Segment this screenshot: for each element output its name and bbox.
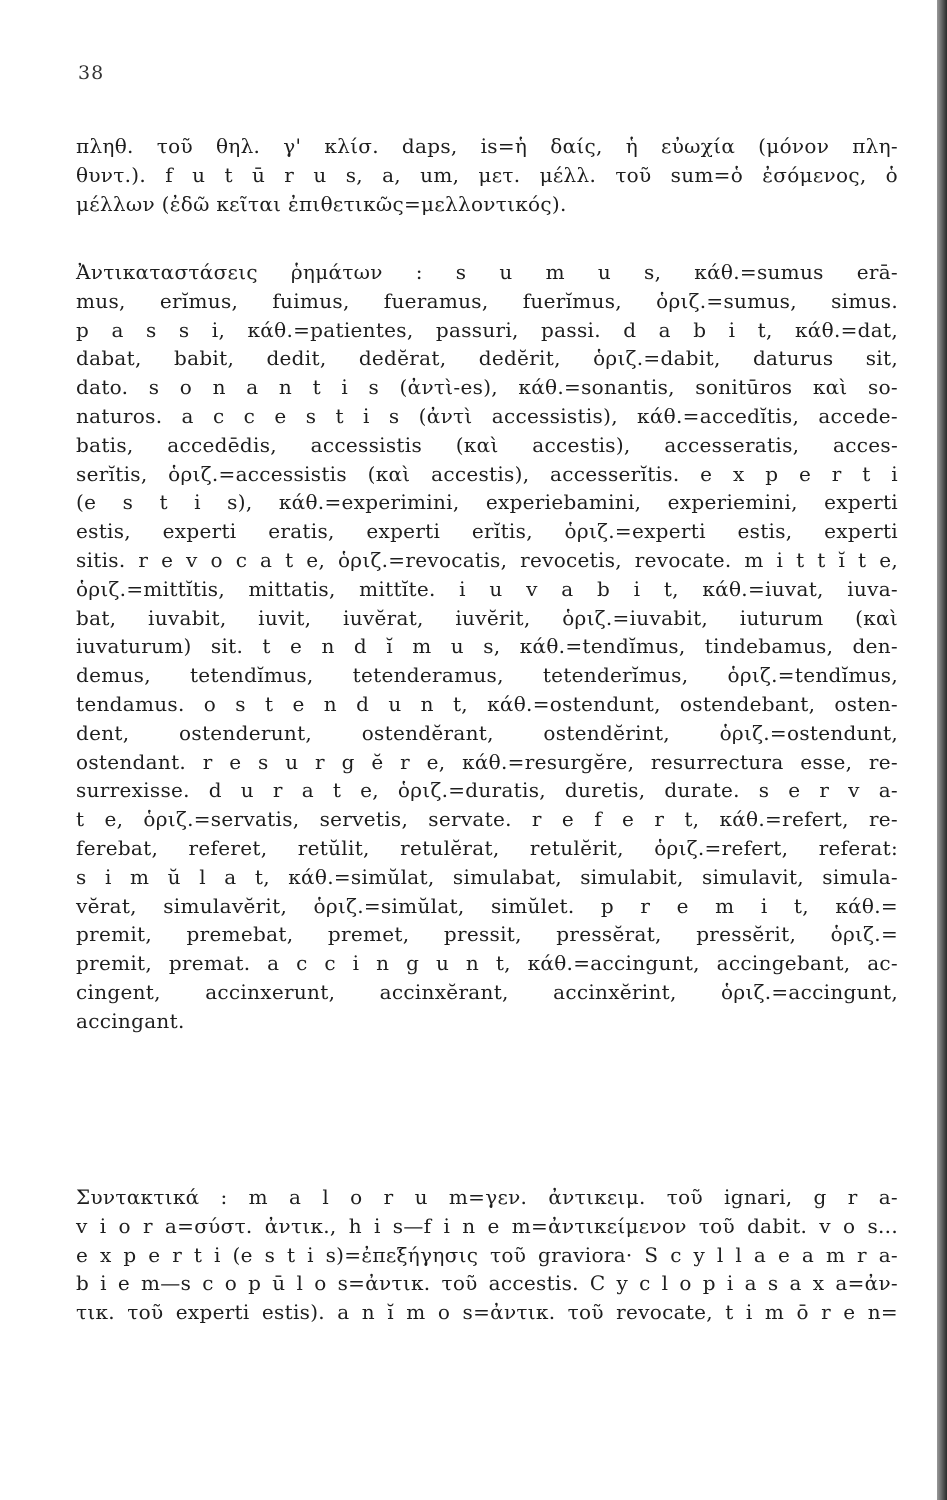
- text-line: πληθ. τοῦ θηλ. γ' κλίσ. daps, is=ἡ δαίς, ἡ εὐωχία (μόνον πλη-: [76, 134, 898, 158]
- text-line: naturos. a c c e s t i s (ἀντὶ accessistis), κάθ.=accedĭtis, accede-: [76, 403, 898, 428]
- text-line: cingent, accinxerunt, accinxĕrant, accinxĕrint, ὁριζ.=accingunt,: [76, 979, 898, 1004]
- text-line: surrexisse. d u r a t e, ὁριζ.=duratis, duretis, durate. s e r v a-: [76, 778, 898, 803]
- text-line: b i e m—s c o p ū l o s=ἀντικ. τοῦ accestis. C y c l o p i a s a x a=ἀν-: [76, 1271, 898, 1296]
- text-line: sitis. r e v o c a t e, ὁριζ.=revocatis, revocetis, revocate. m i t t ĭ t e,: [76, 547, 898, 572]
- text-line: θυντ.). f u t ū r u s, a, um, μετ. μέλλ. τοῦ sum=ὁ ἐσόμενος, ὁ: [76, 162, 898, 187]
- verb-substitutions-paragraph: [76, 258, 898, 1036]
- text-line: estis, experti eratis, experti erĭtis, ὁριζ.=experti estis, experti: [76, 519, 898, 544]
- text-line: (e s t i s), κάθ.=experimini, experiebamini, experiemini, experti: [76, 490, 898, 515]
- page-number: 38: [78, 62, 105, 84]
- text-line: t e, ὁριζ.=servatis, servetis, servate. r e f e r t, κάθ.=refert, re-: [76, 807, 898, 832]
- text-line: ostendant. r e s u r g ĕ r e, κάθ.=resurgĕre, resurrectura esse, re-: [76, 749, 898, 774]
- text-line: v i o r a=σύστ. ἀντικ., h i s—f i n e m=ἀντικείμενον τοῦ dabit. v o s...: [76, 1213, 898, 1238]
- text-line: p a s s i, κάθ.=patientes, passuri, passi. d a b i t, κάθ.=dat,: [76, 317, 898, 342]
- text-line: batis, accedēdis, accessistis (καὶ accestis), accesseratis, acces-: [76, 432, 898, 457]
- text-line: Ἀντικαταστάσεις ῥημάτων : s u m u s, κάθ.=sumus erā-: [76, 260, 898, 284]
- text-line: τικ. τοῦ experti estis). a n ĭ m o s=ἀντικ. τοῦ revocate, t i m ō r e n=: [76, 1300, 898, 1325]
- text-line: accingant.: [76, 1008, 185, 1033]
- text-line: Συντακτικά : m a l o r u m=γεν. ἀντικειμ. τοῦ ignari, g r a-: [76, 1185, 898, 1209]
- text-line: demus, tetendĭmus, tetenderamus, tetenderĭmus, ὁριζ.=tendĭmus,: [76, 663, 898, 688]
- text-line: s i m ŭ l a t, κάθ.=simŭlat, simulabat, simulabit, simulavit, simula-: [76, 864, 898, 889]
- text-line: iuvaturum) sit. t e n d ĭ m u s, κάθ.=tendĭmus, tindebamus, den-: [76, 634, 898, 659]
- text-line: premit, premebat, premet, pressit, pressĕrat, pressĕrit, ὁριζ.=: [76, 922, 898, 947]
- text-line: tendamus. o s t e n d u n t, κάθ.=ostendunt, ostendebant, osten-: [76, 691, 898, 716]
- text-line: dent, ostenderunt, ostendĕrant, ostendĕrint, ὁριζ.=ostendunt,: [76, 720, 898, 745]
- text-line: ferebat, referet, retŭlit, retulĕrat, retulĕrit, ὁριζ.=refert, referat:: [76, 835, 898, 860]
- page-edge-shadow: [937, 0, 947, 1500]
- text-line: dabat, babit, dedit, dedĕrat, dedĕrit, ὁριζ.=dabit, daturus sit,: [76, 346, 898, 371]
- text-line: premit, premat. a c c i n g u n t, κάθ.=accingunt, accingebant, ac-: [76, 951, 898, 976]
- text-line: e x p e r t i (e s t i s)=ἐπεξήγησις τοῦ graviora· S c y l l a e a m r a-: [76, 1242, 898, 1267]
- text-line: serĭtis, ὁριζ.=accessistis (καὶ accestis), accesserĭtis. e x p e r t i: [76, 461, 898, 486]
- text-line: dato. s o n a n t i s (ἀντὶ-es), κάθ.=sonantis, sonitūros καὶ so-: [76, 375, 898, 400]
- text-line: ὁριζ.=mittĭtis, mittatis, mittĭte. i u v a b i t, κάθ.=iuvat, iuva-: [76, 576, 898, 601]
- vocabulary-paragraph: [76, 132, 898, 218]
- text-line: vĕrat, simulavĕrit, ὁριζ.=simŭlat, simŭlet. p r e m i t, κάθ.=: [76, 893, 898, 918]
- text-line: mus, erĭmus, fuimus, fueramus, fuerĭmus, ὁριζ.=sumus, simus.: [76, 288, 898, 313]
- syntax-paragraph: [76, 1183, 898, 1327]
- text-line: bat, iuvabit, iuvit, iuvĕrat, iuvĕrit, ὁριζ.=iuvabit, iuturum (καὶ: [76, 605, 898, 630]
- text-line: μέλλων (ἐδῶ κεῖται ἐπιθετικῶς=μελλοντικός).: [76, 191, 567, 216]
